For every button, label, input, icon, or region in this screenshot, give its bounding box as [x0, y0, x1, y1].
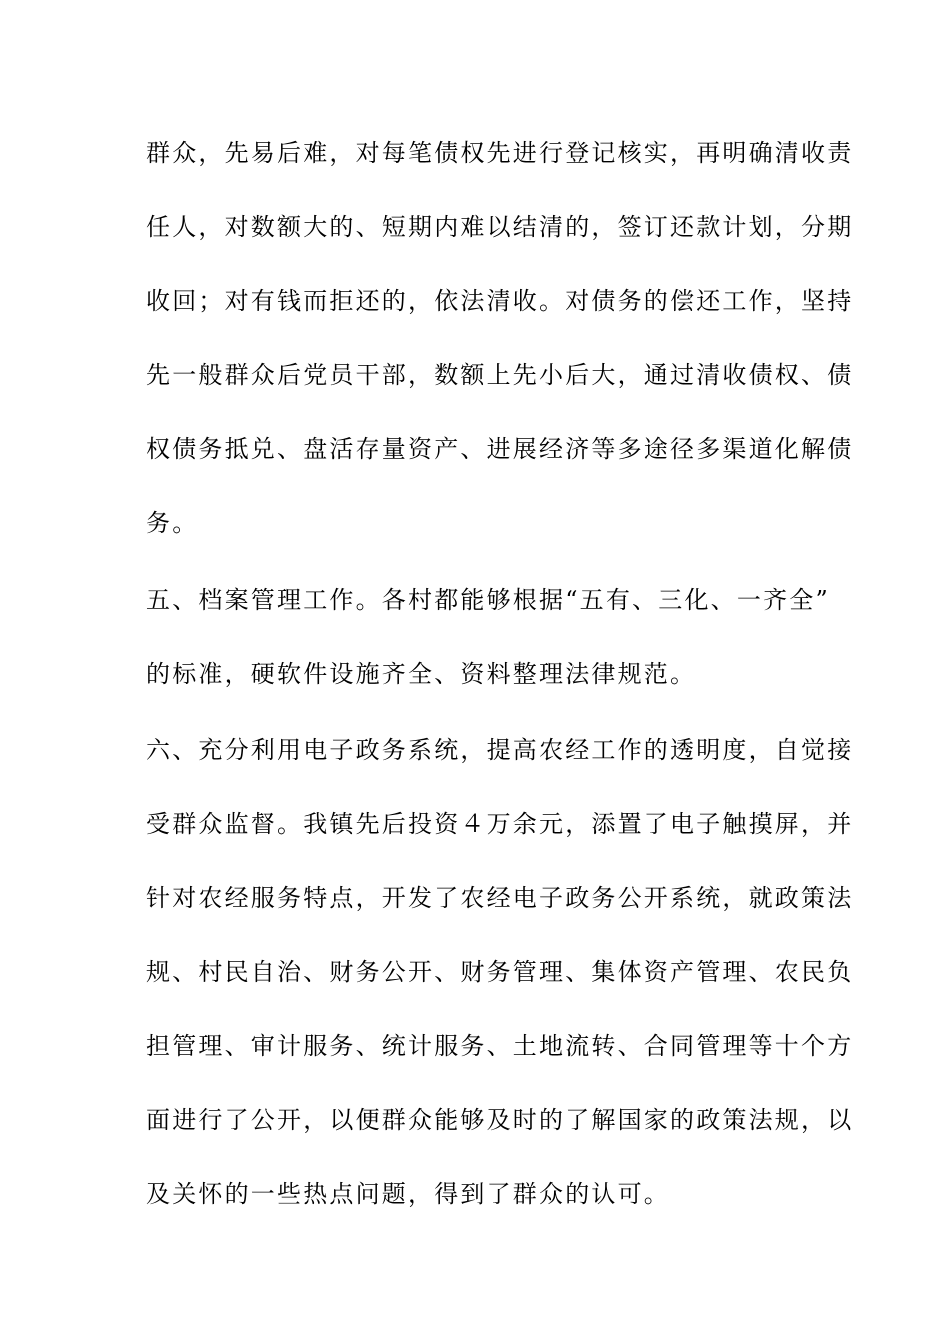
- text-line: 面进行了公开，以便群众能够及时的了解国家的政策法规，以: [146, 1106, 854, 1134]
- text-line: 受群众监督。我镇先后投资４万余元，添置了电子触摸屏，并: [146, 810, 854, 838]
- text-line: 任人，对数额大的、短期内难以结清的，签订还款计划，分期: [146, 213, 854, 241]
- text-line: 针对农经服务特点，开发了农经电子政务公开系统，就政策法: [146, 884, 854, 912]
- text-line: 及关怀的一些热点问题，得到了群众的认可。: [146, 1180, 670, 1208]
- text-line: 六、充分利用电子政务系统，提高农经工作的透明度，自觉接: [146, 736, 854, 764]
- text-line: 规、村民自治、财务公开、财务管理、集体资产管理、农民负: [146, 958, 854, 986]
- text-line: 担管理、审计服务、统计服务、土地流转、合同管理等十个方: [146, 1032, 854, 1060]
- text-line: 务。: [146, 509, 199, 537]
- text-line: 收回；对有钱而拒还的，依法清收。对债务的偿还工作，坚持: [146, 287, 854, 315]
- text-line: 五、档案管理工作。各村都能够根据“五有、三化、一齐全”: [146, 586, 830, 614]
- text-line: 权债务抵兑、盘活存量资产、进展经济等多途径多渠道化解债: [146, 435, 854, 463]
- text-line: 先一般群众后党员干部，数额上先小后大，通过清收债权、债: [146, 361, 854, 389]
- text-line: 的标准，硬软件设施齐全、资料整理法律规范。: [146, 660, 697, 688]
- text-line: 群众，先易后难，对每笔债权先进行登记核实，再明确清收责: [146, 139, 854, 167]
